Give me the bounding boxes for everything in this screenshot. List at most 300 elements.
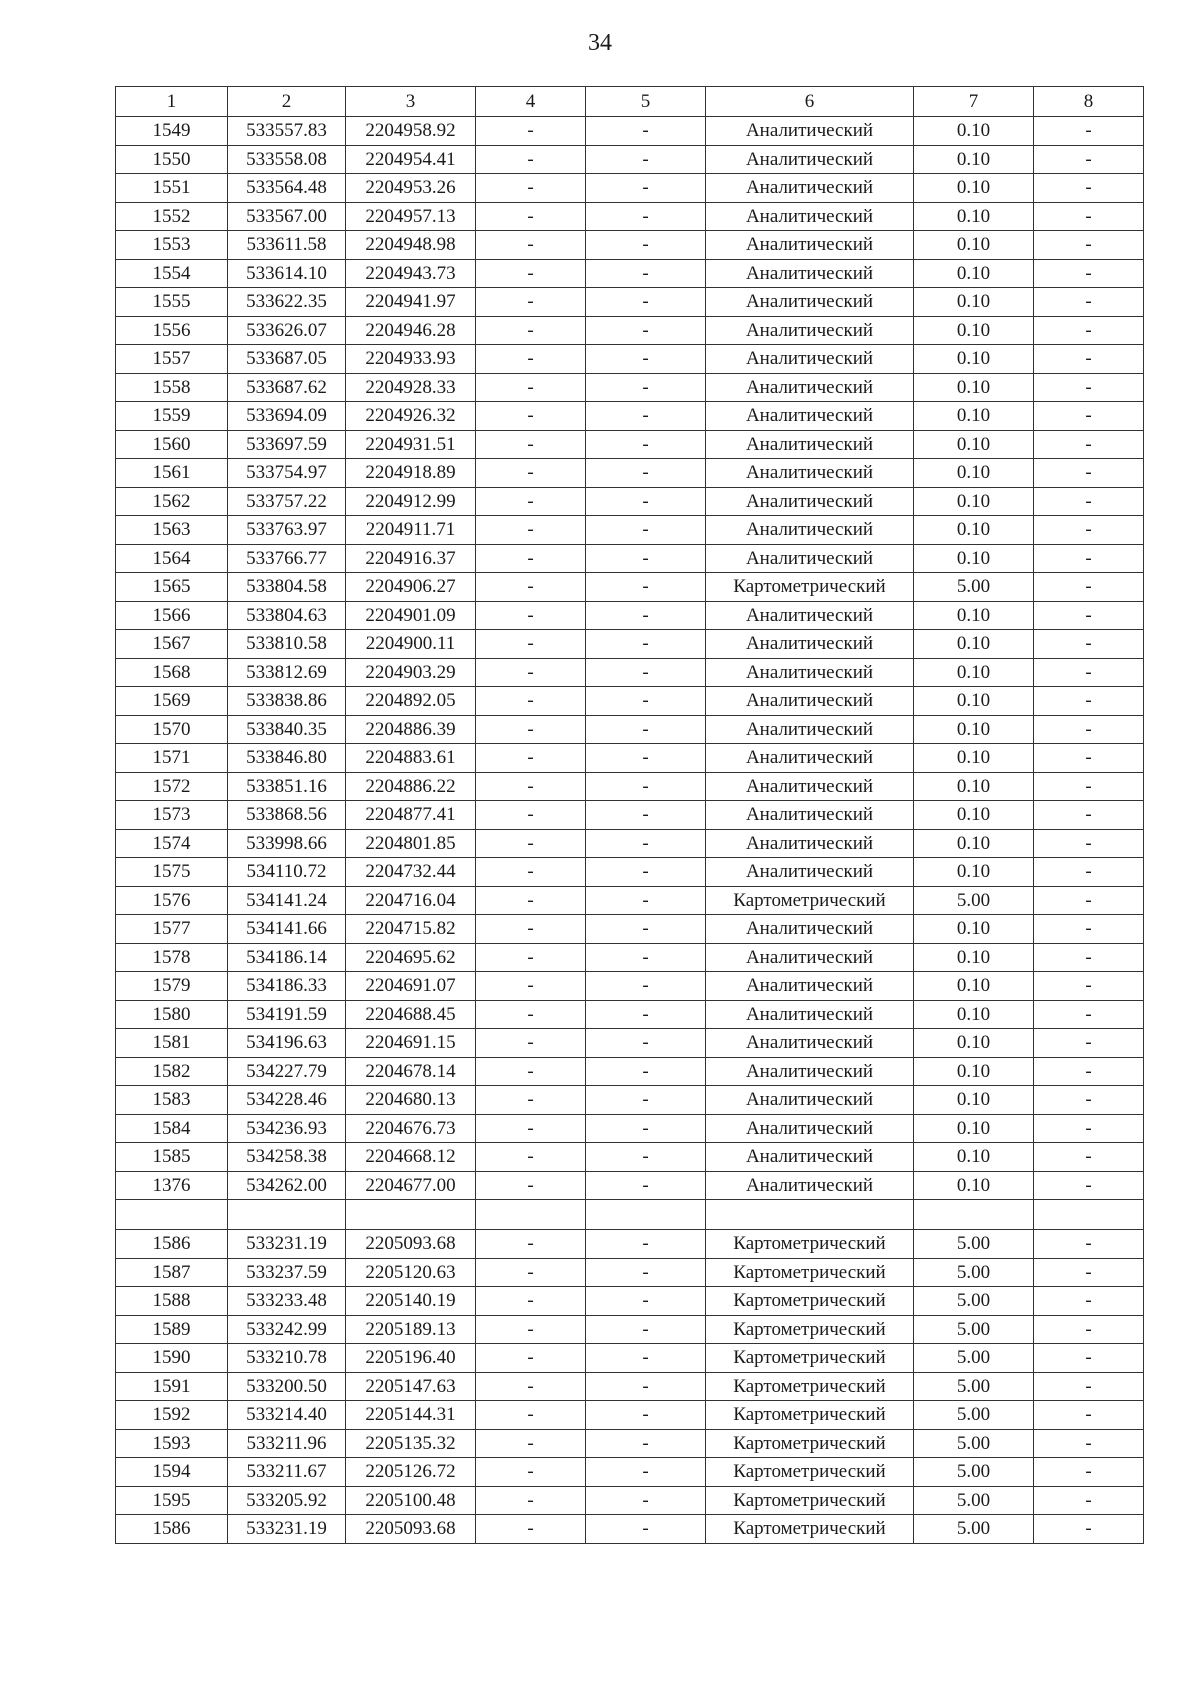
cell-col5: -	[586, 1401, 706, 1430]
cell-number	[116, 1200, 228, 1230]
cell-x: 533231.19	[228, 1515, 346, 1544]
cell-col4: -	[476, 1000, 586, 1029]
cell-y: 2204957.13	[346, 202, 476, 231]
cell-col8: -	[1034, 1086, 1144, 1115]
cell-col8: -	[1034, 1287, 1144, 1316]
cell-method: Аналитический	[706, 829, 914, 858]
cell-x: 533812.69	[228, 658, 346, 687]
cell-method: Аналитический	[706, 1171, 914, 1200]
cell-col5: -	[586, 744, 706, 773]
cell-number: 1579	[116, 972, 228, 1001]
cell-method: Аналитический	[706, 858, 914, 887]
cell-col5: -	[586, 915, 706, 944]
cell-col4: -	[476, 1086, 586, 1115]
cell-y: 2205093.68	[346, 1515, 476, 1544]
cell-y: 2204941.97	[346, 288, 476, 317]
cell-col8: -	[1034, 1057, 1144, 1086]
cell-col5: -	[586, 1230, 706, 1259]
cell-method: Аналитический	[706, 601, 914, 630]
cell-method: Аналитический	[706, 516, 914, 545]
cell-number: 1590	[116, 1344, 228, 1373]
cell-col5: -	[586, 886, 706, 915]
cell-method: Картометрический	[706, 1486, 914, 1515]
cell-accuracy: 0.10	[914, 487, 1034, 516]
cell-accuracy: 0.10	[914, 658, 1034, 687]
cell-method: Картометрический	[706, 1315, 914, 1344]
table-row	[116, 1344, 1144, 1373]
cell-x: 533846.80	[228, 744, 346, 773]
cell-number: 1570	[116, 715, 228, 744]
cell-col8: -	[1034, 1143, 1144, 1172]
cell-x: 533622.35	[228, 288, 346, 317]
cell-method: Аналитический	[706, 744, 914, 773]
cell-accuracy: 0.10	[914, 459, 1034, 488]
cell-number: 1581	[116, 1029, 228, 1058]
cell-number: 1586	[116, 1515, 228, 1544]
cell-x: 534262.00	[228, 1171, 346, 1200]
cell-number: 1583	[116, 1086, 228, 1115]
cell-x: 533564.48	[228, 174, 346, 203]
cell-accuracy: 0.10	[914, 1171, 1034, 1200]
cell-col8: -	[1034, 972, 1144, 1001]
cell-number: 1550	[116, 145, 228, 174]
cell-y: 2204906.27	[346, 573, 476, 602]
cell-col8: -	[1034, 487, 1144, 516]
cell-x: 533810.58	[228, 630, 346, 659]
table-row	[116, 1401, 1144, 1430]
cell-col8: -	[1034, 1258, 1144, 1287]
cell-col8: -	[1034, 1000, 1144, 1029]
cell-col4: -	[476, 943, 586, 972]
cell-number: 1569	[116, 687, 228, 716]
table-header-row	[116, 87, 1144, 117]
table-row	[116, 1230, 1144, 1259]
cell-col5: -	[586, 1029, 706, 1058]
cell-method: Аналитический	[706, 487, 914, 516]
cell-col4: -	[476, 231, 586, 260]
cell-col5: -	[586, 1372, 706, 1401]
cell-col4: -	[476, 573, 586, 602]
cell-accuracy: 0.10	[914, 231, 1034, 260]
cell-method: Аналитический	[706, 202, 914, 231]
cell-accuracy: 0.10	[914, 1029, 1034, 1058]
column-header: 1	[116, 87, 228, 117]
cell-col5: -	[586, 202, 706, 231]
cell-x: 533205.92	[228, 1486, 346, 1515]
cell-y: 2204931.51	[346, 430, 476, 459]
cell-x: 534236.93	[228, 1114, 346, 1143]
cell-col8: -	[1034, 1171, 1144, 1200]
cell-col5: -	[586, 544, 706, 573]
cell-method: Аналитический	[706, 544, 914, 573]
cell-method: Картометрический	[706, 1287, 914, 1316]
cell-col8: -	[1034, 658, 1144, 687]
cell-col4: -	[476, 316, 586, 345]
cell-col5: -	[586, 972, 706, 1001]
cell-col4: -	[476, 1458, 586, 1487]
cell-accuracy: 5.00	[914, 1372, 1034, 1401]
cell-number: 1573	[116, 801, 228, 830]
cell-col8: -	[1034, 630, 1144, 659]
cell-y: 2205126.72	[346, 1458, 476, 1487]
cell-col5: -	[586, 829, 706, 858]
cell-col5: -	[586, 858, 706, 887]
cell-number: 1554	[116, 259, 228, 288]
cell-col5: -	[586, 1258, 706, 1287]
table-row	[116, 801, 1144, 830]
table-row	[116, 658, 1144, 687]
cell-number: 1588	[116, 1287, 228, 1316]
cell-method: Аналитический	[706, 915, 914, 944]
cell-x: 533231.19	[228, 1230, 346, 1259]
cell-col4: -	[476, 1171, 586, 1200]
cell-accuracy: 5.00	[914, 1401, 1034, 1430]
cell-y: 2204911.71	[346, 516, 476, 545]
cell-x: 533211.67	[228, 1458, 346, 1487]
cell-col5: -	[586, 1171, 706, 1200]
cell-y: 2205140.19	[346, 1287, 476, 1316]
cell-method: Аналитический	[706, 430, 914, 459]
cell-y: 2204801.85	[346, 829, 476, 858]
cell-y: 2204680.13	[346, 1086, 476, 1115]
cell-method: Аналитический	[706, 231, 914, 260]
cell-number: 1553	[116, 231, 228, 260]
cell-col5: -	[586, 516, 706, 545]
cell-y	[346, 1200, 476, 1230]
cell-col4: -	[476, 1287, 586, 1316]
cell-col4: -	[476, 145, 586, 174]
cell-y: 2205196.40	[346, 1344, 476, 1373]
cell-col8: -	[1034, 459, 1144, 488]
cell-number: 1556	[116, 316, 228, 345]
cell-col5: -	[586, 772, 706, 801]
cell-col8: -	[1034, 715, 1144, 744]
table-row	[116, 829, 1144, 858]
cell-accuracy: 0.10	[914, 516, 1034, 545]
table-row	[116, 715, 1144, 744]
cell-number: 1558	[116, 373, 228, 402]
cell-x: 533687.05	[228, 345, 346, 374]
cell-accuracy: 0.10	[914, 430, 1034, 459]
cell-x: 533840.35	[228, 715, 346, 744]
cell-x	[228, 1200, 346, 1230]
cell-accuracy: 5.00	[914, 1429, 1034, 1458]
cell-col8	[1034, 1200, 1144, 1230]
cell-y: 2204883.61	[346, 744, 476, 773]
table-row	[116, 744, 1144, 773]
cell-x: 533757.22	[228, 487, 346, 516]
table-row	[116, 1171, 1144, 1200]
table-body	[116, 87, 1144, 1544]
cell-col8: -	[1034, 1429, 1144, 1458]
cell-method: Аналитический	[706, 145, 914, 174]
cell-method	[706, 1200, 914, 1230]
cell-accuracy: 0.10	[914, 601, 1034, 630]
column-header: 7	[914, 87, 1034, 117]
cell-col5: -	[586, 1515, 706, 1544]
cell-col4: -	[476, 772, 586, 801]
cell-col4: -	[476, 886, 586, 915]
cell-col5: -	[586, 1344, 706, 1373]
cell-col5: -	[586, 1057, 706, 1086]
cell-x: 533242.99	[228, 1315, 346, 1344]
cell-col4: -	[476, 430, 586, 459]
table-row	[116, 1143, 1144, 1172]
table-row	[116, 1258, 1144, 1287]
cell-method: Аналитический	[706, 1000, 914, 1029]
cell-col8: -	[1034, 943, 1144, 972]
cell-y: 2204946.28	[346, 316, 476, 345]
cell-col4: -	[476, 516, 586, 545]
cell-accuracy: 5.00	[914, 1258, 1034, 1287]
cell-col8: -	[1034, 601, 1144, 630]
cell-accuracy: 0.10	[914, 544, 1034, 573]
cell-y: 2204678.14	[346, 1057, 476, 1086]
cell-method: Картометрический	[706, 886, 914, 915]
cell-method: Аналитический	[706, 1086, 914, 1115]
cell-x: 533766.77	[228, 544, 346, 573]
cell-y: 2205189.13	[346, 1315, 476, 1344]
cell-y: 2204668.12	[346, 1143, 476, 1172]
cell-x: 533210.78	[228, 1344, 346, 1373]
cell-accuracy	[914, 1200, 1034, 1230]
cell-col8: -	[1034, 1315, 1144, 1344]
cell-method: Аналитический	[706, 687, 914, 716]
table-row	[116, 1515, 1144, 1544]
table-row	[116, 1486, 1144, 1515]
cell-y: 2205144.31	[346, 1401, 476, 1430]
cell-col5: -	[586, 1486, 706, 1515]
cell-method: Аналитический	[706, 345, 914, 374]
cell-col4: -	[476, 915, 586, 944]
cell-x: 533558.08	[228, 145, 346, 174]
cell-number: 1549	[116, 117, 228, 146]
column-header: 6	[706, 87, 914, 117]
cell-method: Аналитический	[706, 117, 914, 146]
cell-col5: -	[586, 1458, 706, 1487]
cell-number: 1555	[116, 288, 228, 317]
cell-col4: -	[476, 601, 586, 630]
cell-accuracy: 0.10	[914, 316, 1034, 345]
cell-col5: -	[586, 687, 706, 716]
cell-y: 2204900.11	[346, 630, 476, 659]
table-row	[116, 316, 1144, 345]
cell-number: 1575	[116, 858, 228, 887]
cell-accuracy: 0.10	[914, 630, 1034, 659]
cell-accuracy: 0.10	[914, 259, 1034, 288]
cell-number: 1582	[116, 1057, 228, 1086]
cell-x: 534141.24	[228, 886, 346, 915]
cell-x: 533754.97	[228, 459, 346, 488]
cell-col5: -	[586, 117, 706, 146]
cell-number: 1560	[116, 430, 228, 459]
cell-col8: -	[1034, 345, 1144, 374]
cell-col5: -	[586, 658, 706, 687]
cell-x: 533694.09	[228, 402, 346, 431]
cell-number: 1578	[116, 943, 228, 972]
table-row	[116, 487, 1144, 516]
cell-accuracy: 0.10	[914, 858, 1034, 887]
cell-col8: -	[1034, 259, 1144, 288]
cell-accuracy: 0.10	[914, 915, 1034, 944]
cell-number: 1580	[116, 1000, 228, 1029]
cell-col5: -	[586, 573, 706, 602]
cell-method: Картометрический	[706, 1230, 914, 1259]
cell-col5: -	[586, 316, 706, 345]
table-row	[116, 202, 1144, 231]
table-row	[116, 858, 1144, 887]
cell-col4: -	[476, 801, 586, 830]
cell-number: 1572	[116, 772, 228, 801]
cell-y: 2204886.22	[346, 772, 476, 801]
cell-col4: -	[476, 174, 586, 203]
cell-method: Аналитический	[706, 259, 914, 288]
cell-method: Аналитический	[706, 801, 914, 830]
cell-col8: -	[1034, 915, 1144, 944]
cell-accuracy: 0.10	[914, 687, 1034, 716]
column-header: 2	[228, 87, 346, 117]
cell-method: Аналитический	[706, 459, 914, 488]
cell-col4: -	[476, 1230, 586, 1259]
cell-accuracy: 5.00	[914, 1344, 1034, 1373]
table-row	[116, 544, 1144, 573]
cell-col5: -	[586, 345, 706, 374]
cell-y: 2205093.68	[346, 1230, 476, 1259]
cell-number: 1589	[116, 1315, 228, 1344]
cell-number: 1376	[116, 1171, 228, 1200]
cell-x: 534228.46	[228, 1086, 346, 1115]
cell-method: Аналитический	[706, 1057, 914, 1086]
cell-col4: -	[476, 345, 586, 374]
cell-col5: -	[586, 943, 706, 972]
cell-col5: -	[586, 1287, 706, 1316]
cell-accuracy: 0.10	[914, 801, 1034, 830]
cell-col4: -	[476, 658, 586, 687]
cell-accuracy: 0.10	[914, 829, 1034, 858]
cell-y: 2204715.82	[346, 915, 476, 944]
cell-method: Аналитический	[706, 1114, 914, 1143]
cell-col4: -	[476, 373, 586, 402]
cell-col4: -	[476, 402, 586, 431]
cell-method: Аналитический	[706, 715, 914, 744]
cell-accuracy: 0.10	[914, 402, 1034, 431]
cell-x: 534196.63	[228, 1029, 346, 1058]
cell-x: 533868.56	[228, 801, 346, 830]
cell-col8: -	[1034, 373, 1144, 402]
cell-col5: -	[586, 402, 706, 431]
cell-col4: -	[476, 117, 586, 146]
cell-y: 2205147.63	[346, 1372, 476, 1401]
cell-accuracy: 0.10	[914, 972, 1034, 1001]
cell-col5	[586, 1200, 706, 1230]
cell-col8: -	[1034, 1372, 1144, 1401]
table-row	[116, 943, 1144, 972]
cell-x: 533557.83	[228, 117, 346, 146]
cell-col8: -	[1034, 117, 1144, 146]
cell-number: 1586	[116, 1230, 228, 1259]
cell-number: 1568	[116, 658, 228, 687]
cell-col4: -	[476, 1258, 586, 1287]
cell-y: 2205100.48	[346, 1486, 476, 1515]
cell-col5: -	[586, 1315, 706, 1344]
cell-x: 533211.96	[228, 1429, 346, 1458]
table-row	[116, 1429, 1144, 1458]
cell-col4: -	[476, 544, 586, 573]
cell-method: Аналитический	[706, 316, 914, 345]
cell-col5: -	[586, 174, 706, 203]
cell-col5: -	[586, 231, 706, 260]
cell-col4: -	[476, 1344, 586, 1373]
cell-number: 1584	[116, 1114, 228, 1143]
cell-number: 1593	[116, 1429, 228, 1458]
table-row	[116, 573, 1144, 602]
cell-method: Аналитический	[706, 1143, 914, 1172]
cell-col4: -	[476, 972, 586, 1001]
cell-col8: -	[1034, 1401, 1144, 1430]
cell-method: Картометрический	[706, 1258, 914, 1287]
cell-col4: -	[476, 259, 586, 288]
cell-col4: -	[476, 1372, 586, 1401]
cell-method: Аналитический	[706, 373, 914, 402]
cell-number: 1571	[116, 744, 228, 773]
cell-accuracy: 0.10	[914, 1000, 1034, 1029]
cell-y: 2204676.73	[346, 1114, 476, 1143]
cell-number: 1577	[116, 915, 228, 944]
cell-accuracy: 0.10	[914, 288, 1034, 317]
cell-accuracy: 5.00	[914, 573, 1034, 602]
cell-x: 534141.66	[228, 915, 346, 944]
cell-x: 533611.58	[228, 231, 346, 260]
table-row	[116, 630, 1144, 659]
cell-y: 2204695.62	[346, 943, 476, 972]
cell-col4: -	[476, 1114, 586, 1143]
table-row	[116, 516, 1144, 545]
cell-y: 2204691.07	[346, 972, 476, 1001]
cell-y: 2204928.33	[346, 373, 476, 402]
cell-col4: -	[476, 630, 586, 659]
cell-y: 2204916.37	[346, 544, 476, 573]
cell-col8: -	[1034, 886, 1144, 915]
cell-col5: -	[586, 601, 706, 630]
cell-method: Картометрический	[706, 1515, 914, 1544]
cell-col8: -	[1034, 858, 1144, 887]
cell-col8: -	[1034, 1344, 1144, 1373]
cell-y: 2204954.41	[346, 145, 476, 174]
cell-col5: -	[586, 1086, 706, 1115]
cell-y: 2204877.41	[346, 801, 476, 830]
cell-y: 2204732.44	[346, 858, 476, 887]
cell-col4: -	[476, 1515, 586, 1544]
table-row	[116, 886, 1144, 915]
table-separator-row	[116, 1200, 1144, 1230]
cell-method: Аналитический	[706, 1029, 914, 1058]
cell-col8: -	[1034, 1230, 1144, 1259]
cell-number: 1563	[116, 516, 228, 545]
cell-method: Картометрический	[706, 1429, 914, 1458]
cell-number: 1564	[116, 544, 228, 573]
cell-y: 2204691.15	[346, 1029, 476, 1058]
cell-x: 533687.62	[228, 373, 346, 402]
table-row	[116, 1287, 1144, 1316]
cell-accuracy: 0.10	[914, 202, 1034, 231]
cell-col8: -	[1034, 1515, 1144, 1544]
cell-method: Аналитический	[706, 943, 914, 972]
cell-accuracy: 0.10	[914, 373, 1034, 402]
cell-col4: -	[476, 288, 586, 317]
table-row	[116, 1029, 1144, 1058]
cell-y: 2204918.89	[346, 459, 476, 488]
cell-accuracy: 5.00	[914, 1486, 1034, 1515]
